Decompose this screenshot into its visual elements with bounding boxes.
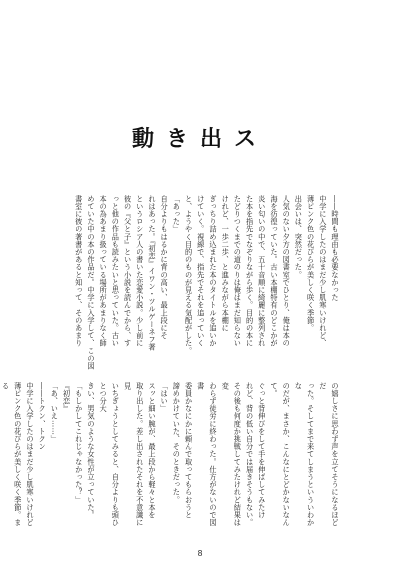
text-line: けていく。視線で、指先でそれを追っていく: [196, 195, 206, 347]
text-line: ぐっと背伸びをして手を伸ばしてみたけ: [257, 382, 267, 519]
text-line: 自分よりもはるかに背の高い、最上段にそ: [160, 195, 170, 340]
text-line: 委員かなにかに頼んで取ってもらおうと: [184, 382, 194, 519]
text-line: 中学に入学したのはまだ少し肌寒いけれど: [25, 382, 35, 527]
text-line: 取り出した。差し出されたそれを不意識に見: [123, 382, 145, 527]
text-line: のだが、まさか、こんなにとどかないなんて。: [269, 382, 292, 527]
text-line: たどりつくまでの道のりは俺はまだ知らない: [233, 195, 243, 347]
text-line: ――時間も理由も必要なかった: [331, 195, 340, 302]
text-line: 彼の『父と子』という小説を読んでから、す: [123, 195, 133, 347]
text-line: 書室に彼の著書があると知って、そのあまり: [74, 195, 84, 347]
text-line: 「あ、いえ……」: [50, 382, 60, 443]
text-line: 「もしかしてこれじゃなかった？」: [74, 382, 84, 504]
text-line: 本の為あまり扱っている場所があまりなく師: [99, 195, 109, 347]
text-line: いちぎょうとしてみると、自分よりも頭ひとつ分大: [99, 382, 121, 527]
text-line: れど、背の低い自分では届きそうもない。: [245, 382, 255, 527]
text-line: 薄ピンク色の花びらが美しく咲く季節。: [306, 195, 316, 332]
text-line: 薄ピンク色の花びらが美しく咲く季節。まる: [1, 382, 23, 527]
text-line: というロシア人の書いた恋愛小説。少し前に: [135, 195, 145, 347]
text-line: 『初恋』: [62, 382, 72, 413]
text-line: きい、男気のような女性が立っていた。: [86, 382, 96, 519]
text-line: った。そしてまで来てしまうといういわかな: [294, 382, 316, 527]
text-line: 「はい」: [160, 382, 170, 413]
body-text-upper: [57, 195, 341, 373]
text-line: の嬉しさに思わず声を立てそうになるほどだ: [318, 382, 340, 527]
text-line: 諦めかけていた、そのときだった。: [172, 382, 182, 504]
text-line: と、ようやく目的のものが見える気配がした。: [184, 195, 194, 355]
text-line: けれど、一歩二歩、と進みながら本棚に: [221, 195, 231, 332]
body-text-lower: [1, 382, 341, 532]
text-line: ――トクン、トクン: [38, 382, 48, 451]
text-line: 出会いは、突然だった。: [294, 195, 304, 279]
text-line: 炎い匂いの中で、五十音順に綺麗に整列され: [257, 195, 267, 347]
page-number: 8: [197, 549, 203, 558]
text-line: めていた中の本の作品だ。中学に入学して、この図: [86, 195, 96, 370]
text-line: その後も何度か挑戦してみたけれど結果は変: [221, 382, 243, 527]
text-line: れはあった。『初恋』イワン・ツルゲーネフ著: [147, 195, 157, 351]
text-line: 「あった」: [172, 195, 182, 233]
text-line: 中学に入学したのはまだ少し肌寒いけれど、: [318, 195, 328, 347]
text-line: わらず徒労に終わった。仕方がないので図書: [196, 382, 218, 527]
text-line: 人気のない夕方の図書室でひとり、俺は本の: [282, 195, 292, 347]
text-line: た本を指先でなぞりながら歩く。目的の本に: [245, 195, 255, 347]
text-line: ぎっちり詰め込まれた本のタイトルを追いか: [208, 195, 218, 347]
text-line: 海を彷徨っていた。古い本棚特有のどこかが: [269, 195, 279, 347]
text-line: スッと細い腕が、最上段から軽々と本を: [147, 382, 157, 519]
chapter-title: 動き出ス: [131, 126, 268, 152]
text-line: っと他の作品も読みたいと思っていた。古い: [111, 195, 121, 347]
